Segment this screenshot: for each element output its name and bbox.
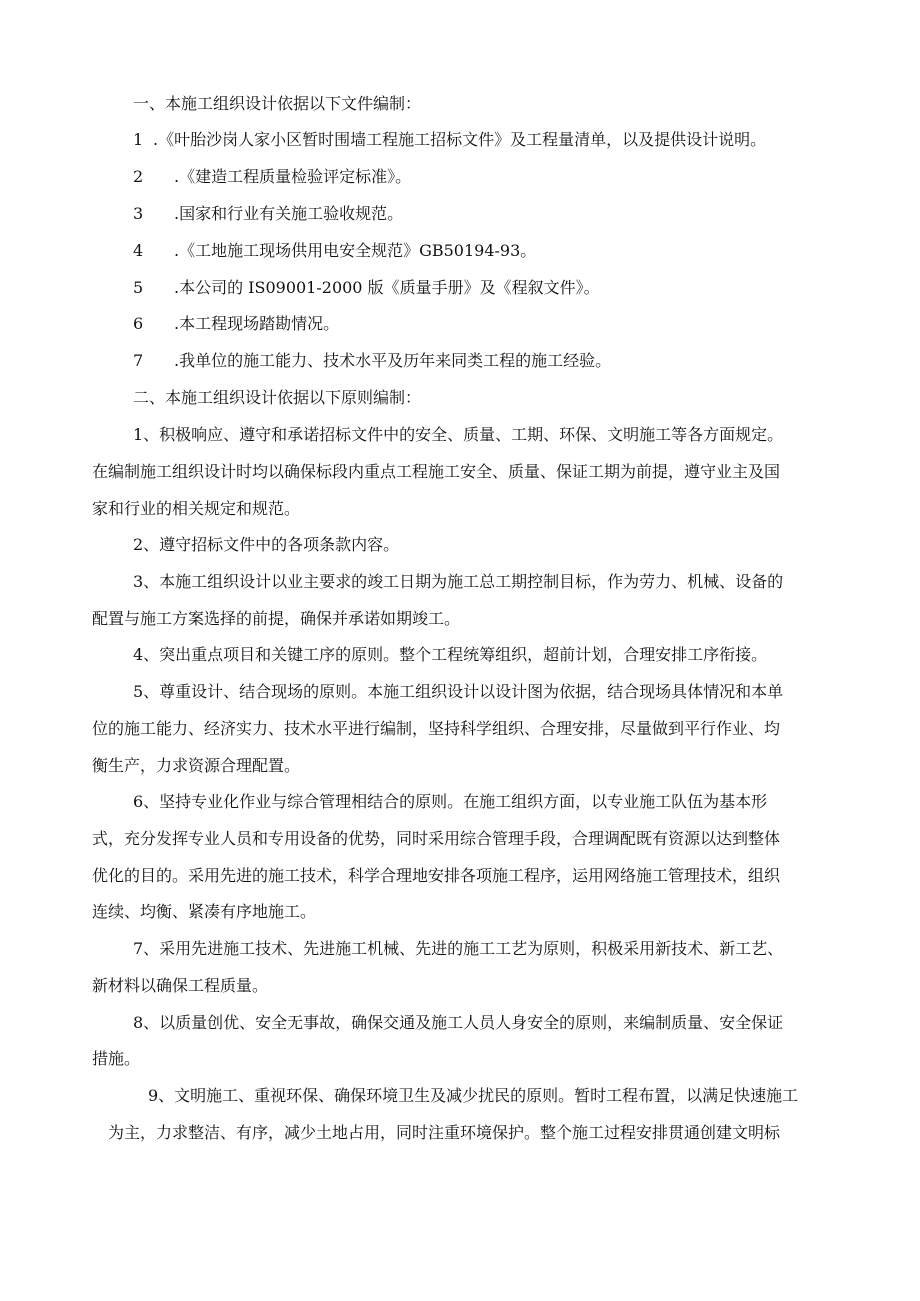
list-item-text: .我单位的施工能力、技术水平及历年来同类工程的施工经验。 — [174, 351, 612, 370]
list-item — [133, 128, 766, 152]
paragraph-line: 措施。 — [92, 1049, 141, 1068]
list-item-number: 2 — [133, 167, 144, 186]
list-item — [133, 202, 403, 226]
list-item — [133, 239, 536, 263]
paragraph-line: 5、尊重设计、结合现场的原则。本施工组织设计以设计图为依据，结合现场具体情况和本单 — [133, 682, 784, 701]
list-item — [133, 165, 411, 189]
paragraph-line: 6、坚持专业化作业与综合管理相结合的原则。在施工组织方面，以专业施工队伍为基本形 — [133, 792, 768, 811]
list-item-text: .《叶胎沙岗人家小区暂时围墙工程施工招标文件》及工程量清单，以及提供设计说明。 — [153, 130, 767, 149]
list-item — [133, 276, 600, 300]
paragraph-line: 式，充分发挥专业人员和专用设备的优势，同时采用综合管理手段，合理调配既有资源以达到整体 — [92, 829, 781, 848]
paragraph-line: 衡生产，力求资源合理配置。 — [92, 756, 301, 775]
paragraph-line: 8、以质量创优、安全无事故，确保交通及施工人员人身安全的原则，来编制质量、安全保证 — [133, 1013, 784, 1032]
paragraph-line: 优化的目的。采用先进的施工技术，科学合理地安排各项施工程序，运用网络施工管理技术，组织 — [92, 866, 781, 885]
paragraph-line: 连续、均衡、紧凑有序地施工。 — [92, 902, 317, 921]
paragraph-line: 在编制施工组织设计时均以确保标段内重点工程施工安全、质量、保证工期为前提，遵守业主及国 — [92, 462, 781, 481]
paragraph-line: 3、本施工组织设计以业主要求的竣工日期为施工总工期控制目标，作为劳力、机械、设备的 — [133, 572, 784, 591]
list-item-text: .本工程现场踏勘情况。 — [174, 314, 340, 333]
list-item — [133, 349, 611, 373]
list-item-number: 1 — [133, 130, 144, 149]
paragraph-line: 新材料以确保工程质量。 — [92, 976, 269, 995]
list-item-text: .《工地施工现场供用电安全规范》GB50194-93。 — [174, 241, 537, 260]
section1-heading: 一、本施工组织设计依据以下文件编制： — [133, 94, 422, 113]
section2-heading: 二、本施工组织设计依据以下原则编制： — [133, 388, 422, 407]
list-item-text: .《建造工程质量检验评定标准》。 — [174, 167, 412, 186]
paragraph-line: 1、积极响应、遵守和承诺招标文件中的安全、质量、工期、环保、文明施工等各方面规定。 — [133, 425, 784, 444]
list-item-number: 5 — [133, 278, 144, 297]
paragraph-line: 4、突出重点项目和关键工序的原则。整个工程统筹组织，超前计划，合理安排工序衔接。 — [133, 645, 768, 664]
list-item — [133, 312, 339, 336]
list-item-number: 3 — [133, 204, 144, 223]
list-item-text: .本公司的 IS09001-2000 版《质量手册》及《程叙文件》。 — [174, 278, 600, 297]
paragraph-line: 位的施工能力、经济实力、技术水平进行编制，坚持科学组织、合理安排，尽量做到平行作业、均 — [92, 719, 781, 738]
list-item-text: .国家和行业有关施工验收规范。 — [174, 204, 404, 223]
paragraph-line: 2、遵守招标文件中的各项条款内容。 — [133, 535, 400, 554]
paragraph-line: 配置与施工方案选择的前提，确保并承诺如期竣工。 — [92, 609, 461, 628]
paragraph-line: 9、文明施工、重视环保、确保环境卫生及减少扰民的原则。暂时工程布置，以满足快速施工 — [148, 1086, 799, 1105]
paragraph-line: 为主，力求整洁、有序，减少土地占用，同时注重环境保护。整个施工过程安排贯通创建文明标 — [108, 1123, 781, 1142]
paragraph-line: 7、采用先进施工技术、先进施工机械、先进的施工工艺为原则，积极采用新技术、新工艺、 — [133, 939, 784, 958]
paragraph-line: 家和行业的相关规定和规范。 — [92, 499, 301, 518]
list-item-number: 6 — [133, 314, 144, 333]
list-item-number: 4 — [133, 241, 144, 260]
list-item-number: 7 — [133, 351, 144, 370]
